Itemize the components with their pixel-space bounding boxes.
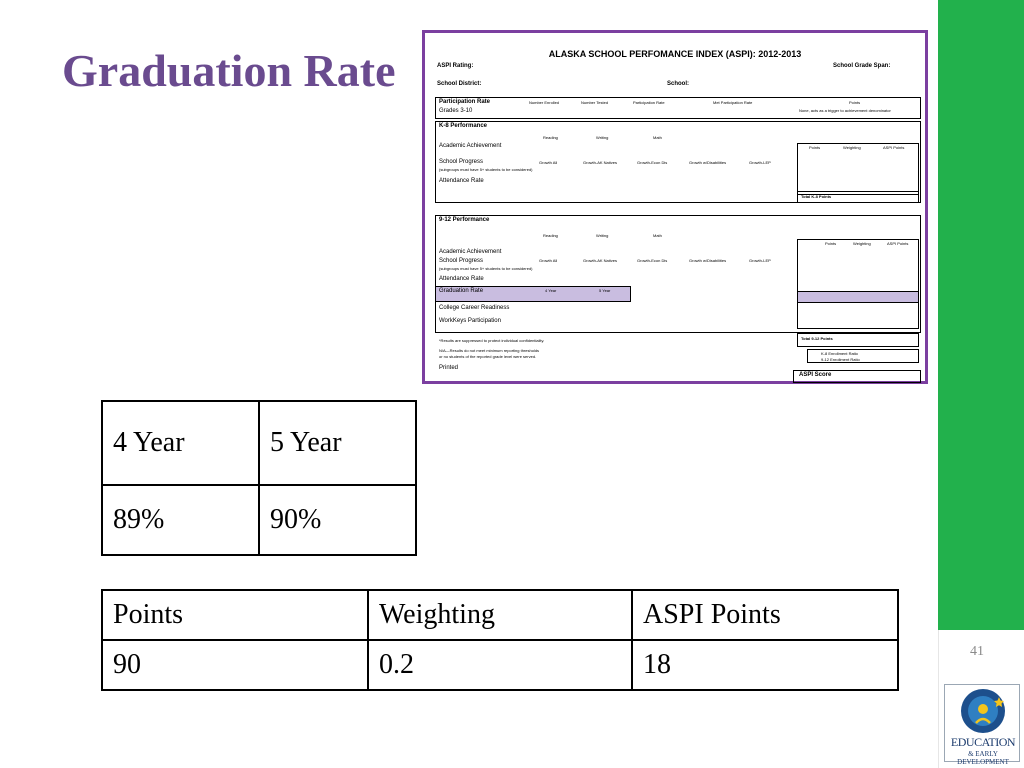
grade-span-label: School Grade Span: — [833, 63, 891, 69]
rate-header-4-year: 4 Year — [102, 401, 259, 485]
form-title: ALASKA SCHOOL PERFOMANCE INDEX (ASPI): 2012-2013 — [548, 49, 802, 59]
k8-weighting-head: Weighting — [843, 145, 861, 150]
table-row — [102, 590, 898, 640]
rate-value-5-year: 90% — [259, 485, 416, 555]
k8-enrollment-ratio: K-8 Enrollment Ratio — [821, 351, 858, 356]
col-points: Points — [849, 100, 861, 105]
points-header: Points — [102, 590, 368, 640]
p912-points-highlight — [797, 291, 919, 303]
none-note: None, acts as a trigger to achievement denominator — [799, 108, 891, 113]
table-row — [102, 640, 898, 690]
k8-total-label: Total K-8 Points — [801, 194, 832, 199]
school-label: School: — [667, 81, 689, 87]
suppressed-note: *Results are suppressed to protect individual confidentiality. — [439, 338, 545, 343]
logo-line-2: & EARLY DEVELOPMENT — [957, 750, 1009, 766]
k8-progress: School Progress — [439, 159, 484, 165]
logo-line-1: EDUCATION — [950, 735, 1016, 749]
k8-reading: Reading — [543, 135, 558, 140]
points-value: 90 — [102, 640, 368, 690]
p912-points-head: Points — [825, 241, 837, 246]
k8-subgroups-note: (subgroups must have 5+ students to be considered) — [439, 167, 533, 172]
k8-growth-all: Growth All — [539, 160, 558, 165]
aspi-rating-label: ASPI Rating: — [437, 63, 474, 69]
weighting-header: Weighting — [368, 590, 632, 640]
k8-academic: Academic Achievement — [439, 143, 502, 149]
points-table — [101, 589, 899, 691]
k8-points-grid — [797, 143, 919, 195]
aspi-score-label: ASPI Score — [799, 372, 832, 378]
rate-header-5-year: 5 Year — [259, 401, 416, 485]
p912-total-label: Total 9-12 Points — [801, 336, 833, 341]
rate-value-4-year: 89% — [102, 485, 259, 555]
p912-growth-lep: Growth-LEP — [749, 258, 771, 263]
department-logo — [944, 684, 1020, 766]
col-met-participation: Met Participation Rate — [713, 100, 753, 105]
na-note-2: or no students of the reported grade level were served. — [439, 354, 537, 359]
col-tested: Number Tested — [581, 100, 609, 105]
p912-growth-ak: Growth-AK Natives — [583, 258, 618, 263]
slide-number: 41 — [970, 644, 984, 659]
p912-attendance: Attendance Rate — [439, 276, 484, 282]
col-participation: Participation Rate — [633, 100, 665, 105]
enrollment-ratio-912: 9-12 Enrollment Ratio — [821, 357, 860, 362]
graduation-rate-table — [101, 400, 417, 556]
p912-graduation-rate: Graduation Rate — [439, 288, 484, 294]
weighting-value: 0.2 — [368, 640, 632, 690]
col-enrolled: Number Enrolled — [529, 100, 560, 105]
district-label: School District: — [437, 81, 482, 87]
p912-weighting-head: Weighting — [853, 241, 871, 246]
aspi-points-header: ASPI Points — [632, 590, 898, 640]
p912-writing: Writing — [596, 233, 609, 238]
grades-label: Grades 3-10 — [439, 108, 473, 114]
p912-subgroups-note: (subgroups must have 5+ students to be considered) — [439, 266, 533, 271]
aspi-form-image — [422, 30, 928, 384]
table-row — [102, 485, 416, 555]
k8-growth-dis: Growth w/Disabilities — [689, 160, 727, 165]
logo-emblem-icon — [945, 685, 1021, 737]
k8-writing: Writing — [596, 135, 609, 140]
k8-growth-ak: Growth-AK Natives — [583, 160, 618, 165]
aspi-form-body — [433, 43, 917, 378]
p912-aspi-head: ASPI Points — [887, 241, 909, 246]
p912-college: College Career Readiness — [439, 305, 510, 311]
p912-growth-econ: Growth-Econ Dis — [637, 258, 668, 263]
side-accent-bar — [938, 0, 1024, 630]
k8-points-head: Points — [809, 145, 821, 150]
participation-label: Participation Rate — [439, 99, 491, 105]
aspi-points-value: 18 — [632, 640, 898, 690]
k8-aspi-head: ASPI Points — [883, 145, 905, 150]
na-note-1: N/A—Results do not meet minimum reporting thresholds — [439, 348, 540, 353]
p912-5year: 5 Year — [599, 288, 611, 293]
p912-label: 9-12 Performance — [439, 217, 490, 223]
table-row — [102, 401, 416, 485]
p912-reading: Reading — [543, 233, 558, 238]
p912-math: Math — [653, 233, 662, 238]
p912-growth-dis: Growth w/Disabilities — [689, 258, 727, 263]
p912-academic: Academic Achievement — [439, 249, 502, 255]
k8-label: K-8 Performance — [439, 123, 488, 129]
printed-label: Printed — [439, 365, 459, 371]
p912-4year: 4 Year — [545, 288, 557, 293]
slide-title: Graduation Rate — [62, 45, 396, 96]
p912-points-grid — [797, 239, 919, 329]
p912-workkeys: WorkKeys Participation — [439, 318, 501, 324]
k8-math: Math — [653, 135, 662, 140]
p912-progress: School Progress — [439, 258, 484, 264]
p912-growth-all: Growth All — [539, 258, 558, 263]
k8-attendance: Attendance Rate — [439, 178, 484, 184]
k8-growth-lep: Growth-LEP — [749, 160, 771, 165]
k8-growth-econ: Growth-Econ Dis — [637, 160, 668, 165]
